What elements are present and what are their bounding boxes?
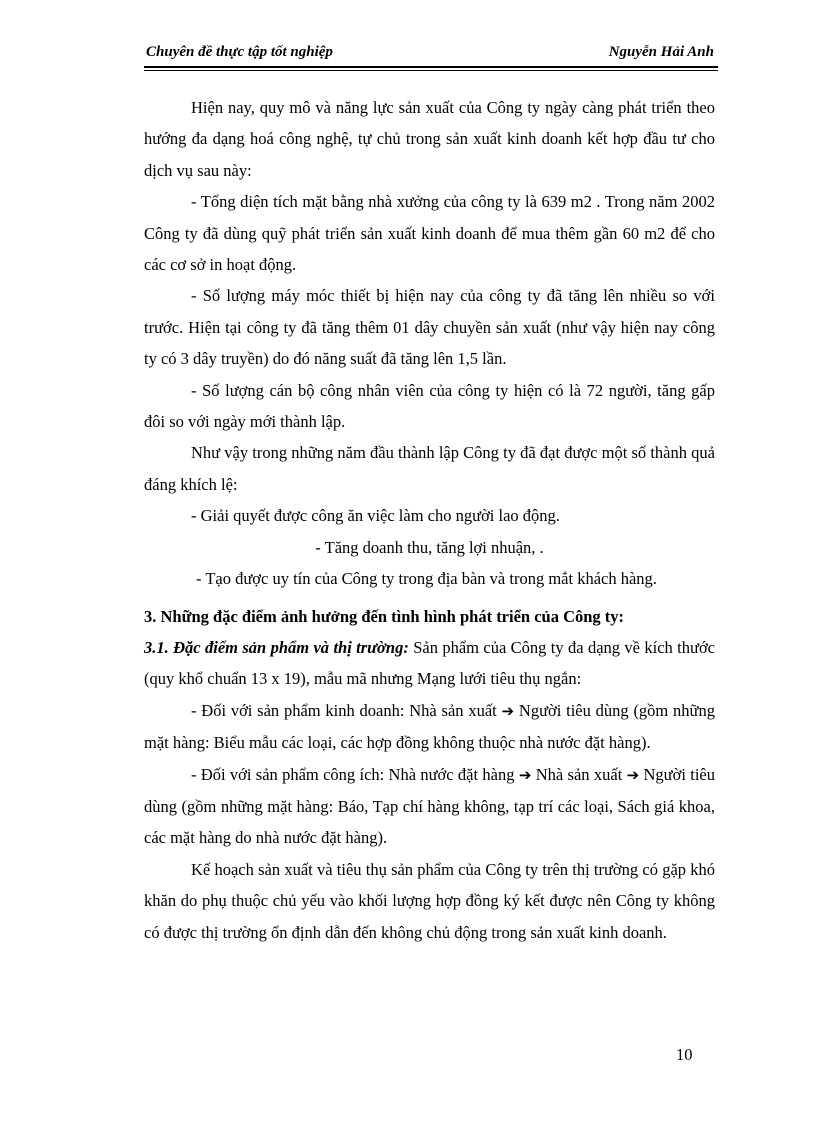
- page-header: [144, 44, 718, 70]
- arrow-right-icon: ➔: [626, 765, 640, 784]
- header-title: Chuyên đề thực tập tốt nghiệp: [146, 44, 333, 60]
- paragraph-achievements: Như vậy trong những năm đầu thành lập Công ty đã đạt được một số thành quả đáng khích lệ:: [144, 443, 715, 494]
- public-products-text-b: Nhà sản xuất: [531, 764, 627, 784]
- section-heading: 3. Những đặc điểm ảnh hưởng đến tình hình phát triển của Công ty:: [144, 606, 625, 626]
- arrow-right-icon: ➔: [501, 701, 515, 720]
- list-item-revenue: - Tăng doanh thu, tăng lợi nhuận, .: [315, 537, 544, 557]
- subsection-paragraph: [144, 632, 715, 695]
- paragraph-intro: Hiện nay, quy mô và năng lực sản xuất của Công ty ngày càng phát triển theo hướng đa dạng hoá công nghệ, tự chủ trong sản xuất kinh doanh kết hợp đầu tư cho dịch vụ sau này:: [144, 98, 715, 180]
- paragraph-public-products: [144, 759, 715, 854]
- business-products-text-a: - Đối với sản phẩm kinh doanh: Nhà sản xuất: [191, 700, 502, 720]
- header-rule-thick: [144, 66, 718, 68]
- header-author: Nguyễn Hải Anh: [608, 44, 714, 60]
- list-item-jobs: - Giải quyết được công ăn việc làm cho người lao động.: [191, 506, 560, 526]
- public-products-text-a: - Đối với sản phẩm công ích: Nhà nước đặt hàng: [191, 764, 519, 784]
- page-number: 10: [676, 1045, 693, 1064]
- page-body: [144, 92, 715, 948]
- paragraph-machinery: - Số lượng máy móc thiết bị hiện nay của công ty đã tăng lên nhiều so với trước. Hiện tại công ty đã tăng thêm 01 dây chuyền sản xuất (như vậy hiện nay công ty có 3 dây truyền) do đó năng suất đã tăng lên 1,5 lần.: [144, 286, 715, 369]
- public-products-text-c: Người tiêu dùng (gồm những mặt hàng: Báo, Tạp chí hàng không, tạp trí các loại, Sách giá khoa, các mặt hàng do nhà nước đặt hàng).: [144, 764, 715, 848]
- paragraph-floor-area: - Tổng diện tích mặt bằng nhà xưởng của công ty là 639 m2 . Trong năm 2002 Công ty đã dùng quỹ phát triển sản xuất kinh doanh để mua thêm gần 60 m2 để cho các cơ sở in hoạt động.: [144, 192, 715, 275]
- paragraph-staff: - Số lượng cán bộ công nhân viên của công ty hiện có là 72 người, tăng gấp đôi so với ngày mới thành lập.: [144, 380, 715, 432]
- list-item-reputation: - Tạo được uy tín của Công ty trong địa bàn và trong mắt khách hàng.: [196, 569, 657, 589]
- arrow-right-icon: ➔: [518, 765, 532, 784]
- business-products-text-b: Người tiêu dùng (gồm những mặt hàng: Biểu mẫu các loại, các hợp đồng không thuộc nhà nước đặt hàng).: [144, 700, 716, 753]
- subsection-heading: 3.1. Đặc điểm sản phẩm và thị trường:: [144, 637, 409, 657]
- header-rule-thin: [144, 70, 718, 71]
- paragraph-business-products: [144, 695, 715, 759]
- subsection-text: Sản phẩm của Công ty đa dạng về kích thước (quy khổ chuẩn 13 x 19), mẫu mã nhưng Mạng lưới tiêu thụ ngắn:: [144, 637, 715, 689]
- paragraph-closing: Kế hoạch sản xuất và tiêu thụ sản phẩm của Công ty trên thị trường có gặp khó khăn do phụ thuộc chủ yếu vào khối lượng hợp đồng ký kết được nên Công ty không có được thị trường ổn định dẫn đến không chủ động trong sản xuất kinh doanh.: [144, 859, 715, 942]
